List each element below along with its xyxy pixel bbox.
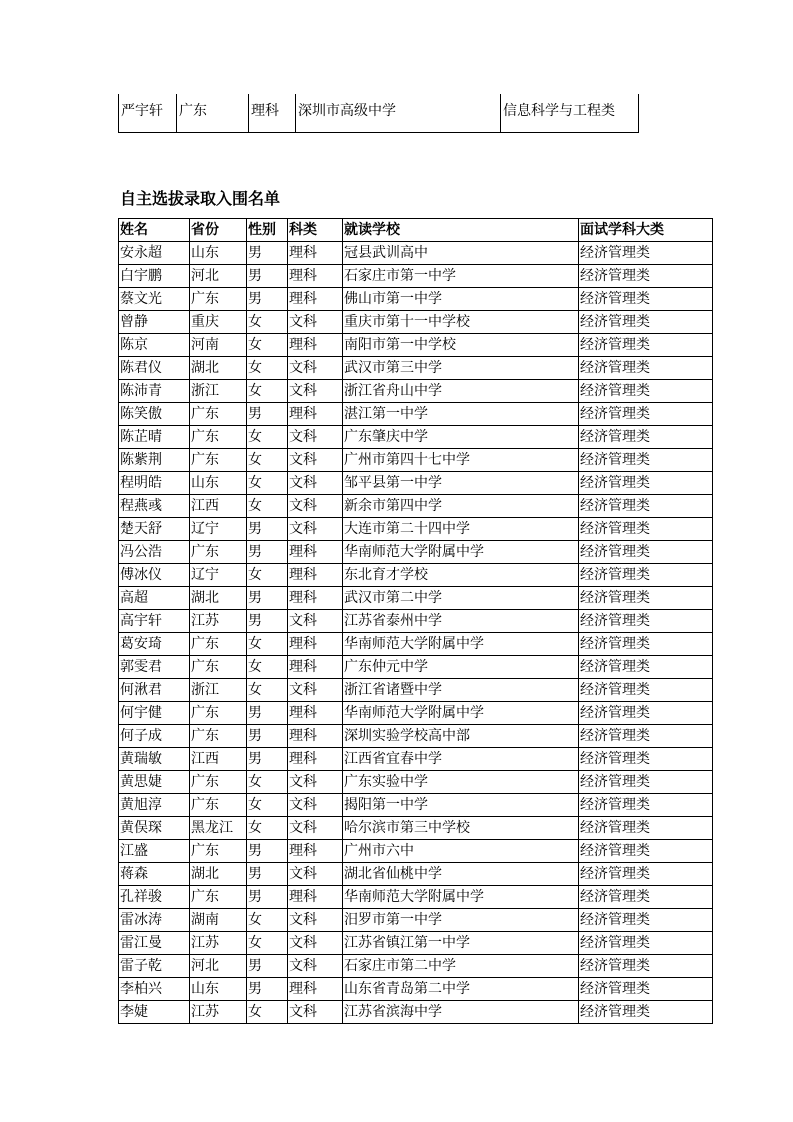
student-school: 华南师范大学附属中学	[343, 886, 579, 909]
table-row	[119, 357, 713, 380]
table-row	[119, 334, 713, 357]
student-interview-category: 经济管理类	[579, 863, 713, 886]
table-row	[119, 1001, 713, 1024]
table-row	[119, 633, 713, 656]
student-gender: 男	[247, 978, 288, 1001]
student-school: 山东省青岛第二中学	[343, 978, 579, 1001]
carryover-table	[118, 94, 639, 133]
header-province: 省份	[190, 219, 247, 242]
student-name: 程明皓	[119, 472, 190, 495]
student-province: 广东	[190, 541, 247, 564]
student-name: 何子成	[119, 725, 190, 748]
table-row	[119, 472, 713, 495]
student-school: 湛江第一中学	[343, 403, 579, 426]
student-gender: 女	[247, 679, 288, 702]
student-interview-category: 经济管理类	[579, 311, 713, 334]
student-gender: 男	[247, 610, 288, 633]
table-row	[119, 909, 713, 932]
student-province: 江苏	[190, 610, 247, 633]
student-gender: 女	[247, 495, 288, 518]
student-school: 浙江省舟山中学	[343, 380, 579, 403]
student-province: 广东	[190, 426, 247, 449]
table-row	[119, 702, 713, 725]
student-name: 高超	[119, 587, 190, 610]
student-gender: 女	[247, 357, 288, 380]
student-interview-category: 经济管理类	[579, 702, 713, 725]
student-track: 文科	[288, 518, 343, 541]
student-interview-category: 经济管理类	[579, 955, 713, 978]
student-gender: 女	[247, 1001, 288, 1024]
student-track: 理科	[288, 702, 343, 725]
student-school: 广东仲元中学	[343, 656, 579, 679]
table-row	[119, 610, 713, 633]
student-name: 冯公浩	[119, 541, 190, 564]
student-province: 重庆	[190, 311, 247, 334]
header-name: 姓名	[119, 219, 190, 242]
student-province: 广东	[190, 886, 247, 909]
student-gender: 男	[247, 587, 288, 610]
student-gender: 男	[247, 242, 288, 265]
student-school: 冠县武训高中	[343, 242, 579, 265]
student-track: 理科	[288, 633, 343, 656]
student-school: 重庆市第十一中学校	[343, 311, 579, 334]
table-row	[119, 311, 713, 334]
student-province: 广东	[190, 840, 247, 863]
student-school: 武汉市第二中学	[343, 587, 579, 610]
student-track: 文科	[288, 679, 343, 702]
student-school: 南阳市第一中学校	[343, 334, 579, 357]
student-gender: 男	[247, 840, 288, 863]
student-track: 理科	[288, 840, 343, 863]
student-school: 哈尔滨市第三中学校	[343, 817, 579, 840]
student-track: 理科	[288, 886, 343, 909]
student-school: 深圳市高级中学	[296, 94, 501, 133]
student-interview-category: 经济管理类	[579, 1001, 713, 1024]
student-gender: 女	[247, 817, 288, 840]
student-interview-category: 经济管理类	[579, 564, 713, 587]
student-province: 辽宁	[190, 518, 247, 541]
student-province: 江苏	[190, 1001, 247, 1024]
table-row	[119, 426, 713, 449]
student-interview-category: 经济管理类	[579, 748, 713, 771]
student-province: 湖北	[190, 587, 247, 610]
student-track: 理科	[288, 748, 343, 771]
student-name: 陈笑傲	[119, 403, 190, 426]
student-track: 理科	[288, 587, 343, 610]
student-gender: 女	[247, 311, 288, 334]
header-track: 科类	[288, 219, 343, 242]
student-track: 文科	[288, 426, 343, 449]
student-interview-category: 经济管理类	[579, 886, 713, 909]
student-school: 新余市第四中学	[343, 495, 579, 518]
table-row	[119, 403, 713, 426]
admission-list-table	[118, 218, 713, 1024]
student-track: 理科	[288, 288, 343, 311]
student-track: 理科	[288, 725, 343, 748]
student-name: 楚天舒	[119, 518, 190, 541]
student-school: 大连市第二十四中学	[343, 518, 579, 541]
student-gender: 男	[247, 541, 288, 564]
student-interview-category: 经济管理类	[579, 610, 713, 633]
student-province: 河南	[190, 334, 247, 357]
student-name: 白宇鹏	[119, 265, 190, 288]
student-school: 邹平县第一中学	[343, 472, 579, 495]
student-province: 江西	[190, 748, 247, 771]
student-gender: 女	[247, 794, 288, 817]
student-name: 蒋森	[119, 863, 190, 886]
student-track: 理科	[288, 403, 343, 426]
student-name: 郭雯君	[119, 656, 190, 679]
student-interview-category: 经济管理类	[579, 541, 713, 564]
student-gender: 女	[247, 426, 288, 449]
student-name: 严宇轩	[119, 94, 177, 133]
student-province: 江苏	[190, 932, 247, 955]
header-school: 就读学校	[343, 219, 579, 242]
student-province: 广东	[190, 794, 247, 817]
student-interview-category: 经济管理类	[579, 679, 713, 702]
student-school: 江苏省泰州中学	[343, 610, 579, 633]
student-province: 广东	[190, 725, 247, 748]
table-row	[119, 840, 713, 863]
student-interview-category: 经济管理类	[579, 495, 713, 518]
student-interview-category: 经济管理类	[579, 771, 713, 794]
student-province: 湖北	[190, 863, 247, 886]
student-name: 高宇轩	[119, 610, 190, 633]
student-track: 文科	[288, 863, 343, 886]
student-gender: 男	[247, 518, 288, 541]
student-name: 黄瑞敏	[119, 748, 190, 771]
student-category: 信息科学与工程类	[501, 94, 639, 133]
student-name: 李婕	[119, 1001, 190, 1024]
student-name: 何宇健	[119, 702, 190, 725]
student-school: 江苏省滨海中学	[343, 1001, 579, 1024]
student-gender: 男	[247, 403, 288, 426]
student-gender: 男	[247, 955, 288, 978]
table-row	[119, 94, 639, 133]
student-interview-category: 经济管理类	[579, 472, 713, 495]
student-track: 文科	[288, 495, 343, 518]
student-gender: 女	[247, 656, 288, 679]
student-school: 汨罗市第一中学	[343, 909, 579, 932]
student-interview-category: 经济管理类	[579, 633, 713, 656]
table-header-row	[119, 219, 713, 242]
student-province: 广东	[190, 702, 247, 725]
student-school: 石家庄市第二中学	[343, 955, 579, 978]
student-school: 江西省宜春中学	[343, 748, 579, 771]
student-interview-category: 经济管理类	[579, 242, 713, 265]
table-row	[119, 242, 713, 265]
student-interview-category: 经济管理类	[579, 909, 713, 932]
student-name: 葛安琦	[119, 633, 190, 656]
student-school: 广州市第四十七中学	[343, 449, 579, 472]
student-province: 湖北	[190, 357, 247, 380]
student-gender: 男	[247, 863, 288, 886]
table-row	[119, 656, 713, 679]
student-track: 理科	[249, 94, 296, 133]
student-province: 广东	[190, 656, 247, 679]
student-track: 文科	[288, 311, 343, 334]
student-interview-category: 经济管理类	[579, 725, 713, 748]
student-gender: 女	[247, 633, 288, 656]
student-track: 文科	[288, 794, 343, 817]
student-name: 程燕彧	[119, 495, 190, 518]
student-track: 文科	[288, 1001, 343, 1024]
student-school: 华南师范大学附属中学	[343, 633, 579, 656]
student-province: 广东	[190, 633, 247, 656]
student-track: 文科	[288, 380, 343, 403]
table-row	[119, 863, 713, 886]
student-interview-category: 经济管理类	[579, 932, 713, 955]
student-track: 理科	[288, 334, 343, 357]
student-name: 陈君仪	[119, 357, 190, 380]
table-row	[119, 817, 713, 840]
student-province: 江西	[190, 495, 247, 518]
student-name: 傅冰仪	[119, 564, 190, 587]
student-name: 黄俣琛	[119, 817, 190, 840]
student-track: 理科	[288, 242, 343, 265]
student-province: 广东	[177, 94, 249, 133]
student-track: 文科	[288, 472, 343, 495]
student-interview-category: 经济管理类	[579, 426, 713, 449]
student-interview-category: 经济管理类	[579, 288, 713, 311]
student-province: 黑龙江	[190, 817, 247, 840]
student-gender: 男	[247, 288, 288, 311]
student-province: 山东	[190, 472, 247, 495]
student-interview-category: 经济管理类	[579, 794, 713, 817]
table-row	[119, 932, 713, 955]
student-gender: 男	[247, 886, 288, 909]
student-name: 陈紫荆	[119, 449, 190, 472]
student-province: 河北	[190, 955, 247, 978]
student-gender: 女	[247, 771, 288, 794]
student-gender: 男	[247, 748, 288, 771]
student-gender: 男	[247, 725, 288, 748]
student-province: 广东	[190, 288, 247, 311]
student-gender: 女	[247, 564, 288, 587]
student-school: 石家庄市第一中学	[343, 265, 579, 288]
table-row	[119, 679, 713, 702]
student-track: 理科	[288, 265, 343, 288]
student-name: 曾静	[119, 311, 190, 334]
student-interview-category: 经济管理类	[579, 403, 713, 426]
student-school: 佛山市第一中学	[343, 288, 579, 311]
student-track: 文科	[288, 610, 343, 633]
table-row	[119, 771, 713, 794]
student-school: 揭阳第一中学	[343, 794, 579, 817]
section-title: 自主选拔录取入围名单	[120, 189, 281, 208]
student-province: 山东	[190, 242, 247, 265]
student-school: 广州市六中	[343, 840, 579, 863]
table-row	[119, 978, 713, 1001]
student-province: 广东	[190, 403, 247, 426]
table-row	[119, 265, 713, 288]
student-school: 深圳实验学校高中部	[343, 725, 579, 748]
student-track: 文科	[288, 932, 343, 955]
student-interview-category: 经济管理类	[579, 978, 713, 1001]
table-row	[119, 541, 713, 564]
student-province: 广东	[190, 771, 247, 794]
student-gender: 女	[247, 909, 288, 932]
student-school: 东北育才学校	[343, 564, 579, 587]
student-name: 何湫君	[119, 679, 190, 702]
student-name: 陈沛青	[119, 380, 190, 403]
student-province: 浙江	[190, 380, 247, 403]
student-track: 文科	[288, 955, 343, 978]
student-track: 理科	[288, 978, 343, 1001]
student-school: 江苏省镇江第一中学	[343, 932, 579, 955]
table-row	[119, 564, 713, 587]
student-name: 李柏兴	[119, 978, 190, 1001]
student-school: 广东实验中学	[343, 771, 579, 794]
student-interview-category: 经济管理类	[579, 656, 713, 679]
student-name: 孔祥骏	[119, 886, 190, 909]
student-province: 湖南	[190, 909, 247, 932]
student-track: 理科	[288, 541, 343, 564]
table-row	[119, 748, 713, 771]
student-province: 广东	[190, 449, 247, 472]
student-province: 山东	[190, 978, 247, 1001]
student-gender: 男	[247, 265, 288, 288]
student-interview-category: 经济管理类	[579, 265, 713, 288]
student-interview-category: 经济管理类	[579, 380, 713, 403]
table-row	[119, 794, 713, 817]
student-track: 理科	[288, 564, 343, 587]
student-gender: 男	[247, 702, 288, 725]
student-interview-category: 经济管理类	[579, 449, 713, 472]
table-row	[119, 518, 713, 541]
table-row	[119, 886, 713, 909]
student-name: 雷冰涛	[119, 909, 190, 932]
student-track: 文科	[288, 909, 343, 932]
student-track: 文科	[288, 817, 343, 840]
student-name: 雷江曼	[119, 932, 190, 955]
student-province: 河北	[190, 265, 247, 288]
student-interview-category: 经济管理类	[579, 357, 713, 380]
student-interview-category: 经济管理类	[579, 840, 713, 863]
table-row	[119, 955, 713, 978]
table-row	[119, 725, 713, 748]
student-school: 武汉市第三中学	[343, 357, 579, 380]
student-school: 华南师范大学附属中学	[343, 541, 579, 564]
student-name: 雷子乾	[119, 955, 190, 978]
student-name: 黄旭淳	[119, 794, 190, 817]
student-name: 蔡文光	[119, 288, 190, 311]
student-school: 华南师范大学附属中学	[343, 702, 579, 725]
student-gender: 女	[247, 334, 288, 357]
student-interview-category: 经济管理类	[579, 817, 713, 840]
student-interview-category: 经济管理类	[579, 518, 713, 541]
student-province: 辽宁	[190, 564, 247, 587]
student-name: 陈京	[119, 334, 190, 357]
header-interview-category: 面试学科大类	[579, 219, 713, 242]
table-row	[119, 449, 713, 472]
student-name: 陈芷晴	[119, 426, 190, 449]
student-school: 广东肇庆中学	[343, 426, 579, 449]
student-province: 浙江	[190, 679, 247, 702]
table-row	[119, 380, 713, 403]
student-name: 黄思婕	[119, 771, 190, 794]
table-row	[119, 495, 713, 518]
student-track: 理科	[288, 656, 343, 679]
student-track: 文科	[288, 449, 343, 472]
student-name: 安永超	[119, 242, 190, 265]
student-interview-category: 经济管理类	[579, 334, 713, 357]
student-track: 文科	[288, 771, 343, 794]
student-track: 文科	[288, 357, 343, 380]
header-gender: 性别	[247, 219, 288, 242]
student-gender: 女	[247, 472, 288, 495]
student-gender: 女	[247, 449, 288, 472]
student-school: 浙江省诸暨中学	[343, 679, 579, 702]
table-row	[119, 288, 713, 311]
student-interview-category: 经济管理类	[579, 587, 713, 610]
student-school: 湖北省仙桃中学	[343, 863, 579, 886]
student-gender: 女	[247, 380, 288, 403]
table-row	[119, 587, 713, 610]
student-gender: 女	[247, 932, 288, 955]
student-name: 江盛	[119, 840, 190, 863]
